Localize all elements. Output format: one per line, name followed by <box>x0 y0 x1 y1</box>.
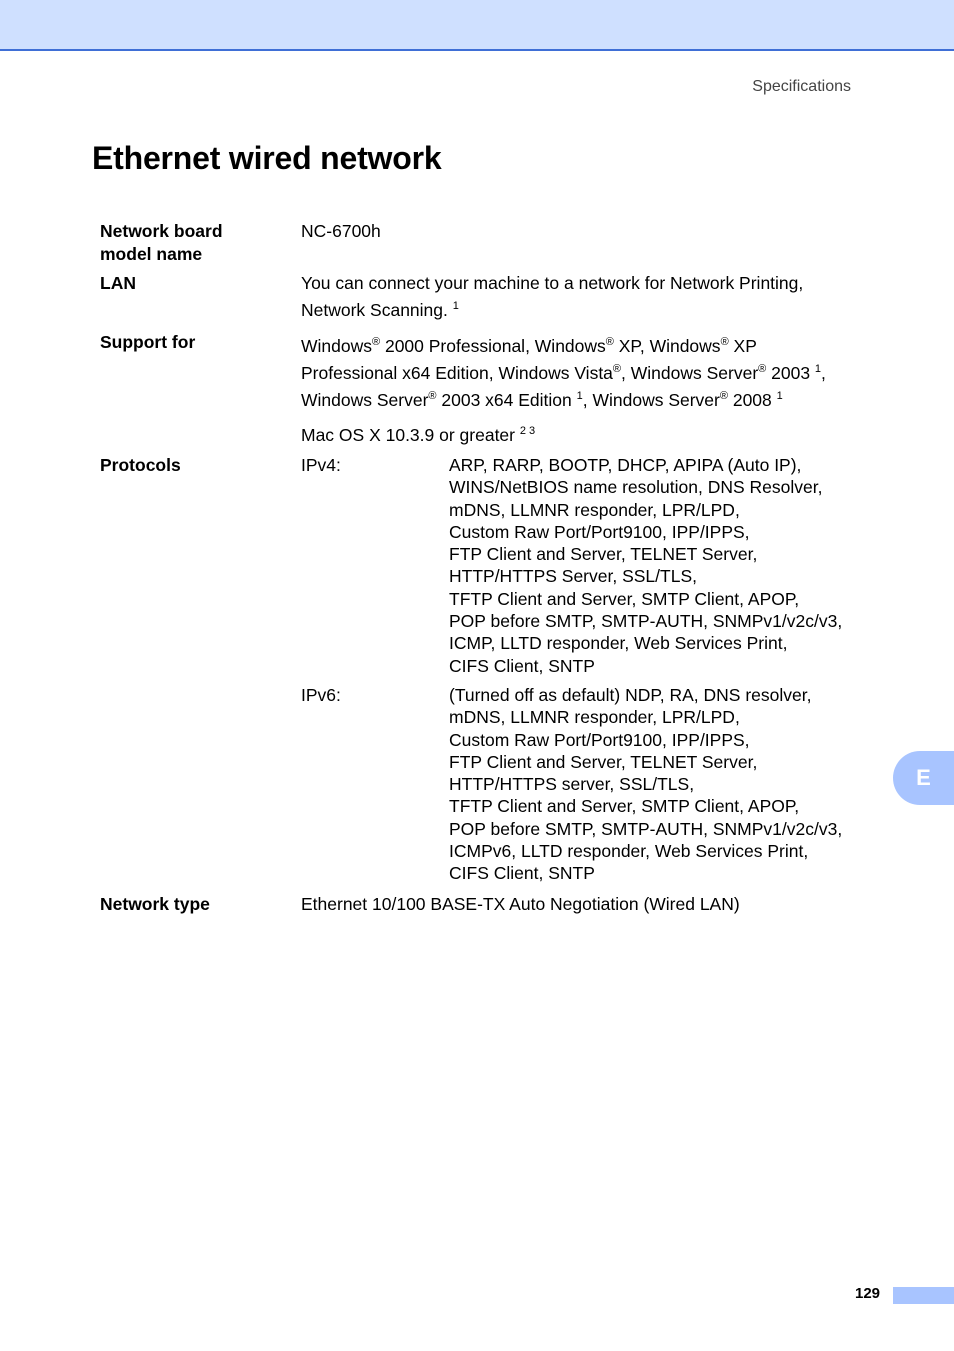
ipv4-line: ICMP, LLTD responder, Web Services Print, <box>449 633 788 654</box>
support-mac: Mac OS X 10.3.9 or greater $^{2 3}$ <box>301 425 536 445</box>
chapter-tab: E <box>893 751 954 805</box>
ipv4-protocol-list <box>449 454 842 677</box>
header-bar <box>0 0 954 51</box>
ipv4-line: CIFS Client, SNTP <box>449 655 595 676</box>
network-type-label: Network type <box>100 894 210 914</box>
ipv4-line: FTP Client and Server, TELNET Server, <box>449 544 758 565</box>
page-title: Ethernet wired network <box>92 140 442 176</box>
ipv4-line: Custom Raw Port/Port9100, IPP/IPPS, <box>449 521 750 542</box>
ipv6-line: mDNS, LLMNR responder, LPR/LPD, <box>449 707 740 728</box>
lan-value: You can connect your machine to a network for Network Printing, Network Scanning. $^1$ <box>301 273 804 320</box>
ipv4-line: TFTP Client and Server, SMTP Client, APOP, <box>449 588 800 609</box>
support-label: Support for <box>100 332 196 352</box>
ipv6-protocol-list <box>449 684 842 885</box>
protocols-label: Protocols <box>100 455 181 475</box>
ipv4-line: mDNS, LLMNR responder, LPR/LPD, <box>449 499 740 520</box>
lan-label: LAN <box>100 273 136 293</box>
page-number-bar <box>893 1287 954 1304</box>
ipv6-line: TFTP Client and Server, SMTP Client, APOP, <box>449 796 800 817</box>
ipv6-line: POP before SMTP, SMTP-AUTH, SNMPv1/v2c/v3, <box>449 818 843 839</box>
board-value: NC-6700h <box>301 221 381 241</box>
ipv6-line: Custom Raw Port/Port9100, IPP/IPPS, <box>449 729 750 750</box>
ipv4-line: WINS/NetBIOS name resolution, DNS Resolver, <box>449 477 823 498</box>
ipv6-line: CIFS Client, SNTP <box>449 863 595 884</box>
section-label: Specifications <box>752 78 851 95</box>
ipv4-label: IPv4: <box>301 455 341 475</box>
page-number: 129 <box>855 1285 881 1302</box>
ipv4-line: POP before SMTP, SMTP-AUTH, SNMPv1/v2c/v3, <box>449 611 843 632</box>
ipv6-line: FTP Client and Server, TELNET Server, <box>449 751 758 772</box>
ipv4-line: HTTP/HTTPS Server, SSL/TLS, <box>449 566 697 587</box>
support-value: Windows® 2000 Professional, Windows® XP, Windows® XP Professional x64 Edition, Windows Vista®, Windows Server® 2003 $^1$, Windows Server® 2003 x64 Edition $^1$, Windows Server® 2008 $^1$ <box>301 336 826 410</box>
ipv6-label: IPv6: <box>301 685 341 705</box>
ipv4-line: ARP, RARP, BOOTP, DHCP, APIPA (Auto IP), <box>449 455 802 475</box>
ipv6-line: ICMPv6, LLTD responder, Web Services Print, <box>449 841 809 862</box>
ipv6-line: HTTP/HTTPS server, SSL/TLS, <box>449 774 695 795</box>
ipv6-line: (Turned off as default) NDP, RA, DNS resolver, <box>449 685 812 705</box>
board-label: Network board model name <box>100 221 223 264</box>
network-type-value: Ethernet 10/100 BASE-TX Auto Negotiation (Wired LAN) <box>301 894 740 914</box>
